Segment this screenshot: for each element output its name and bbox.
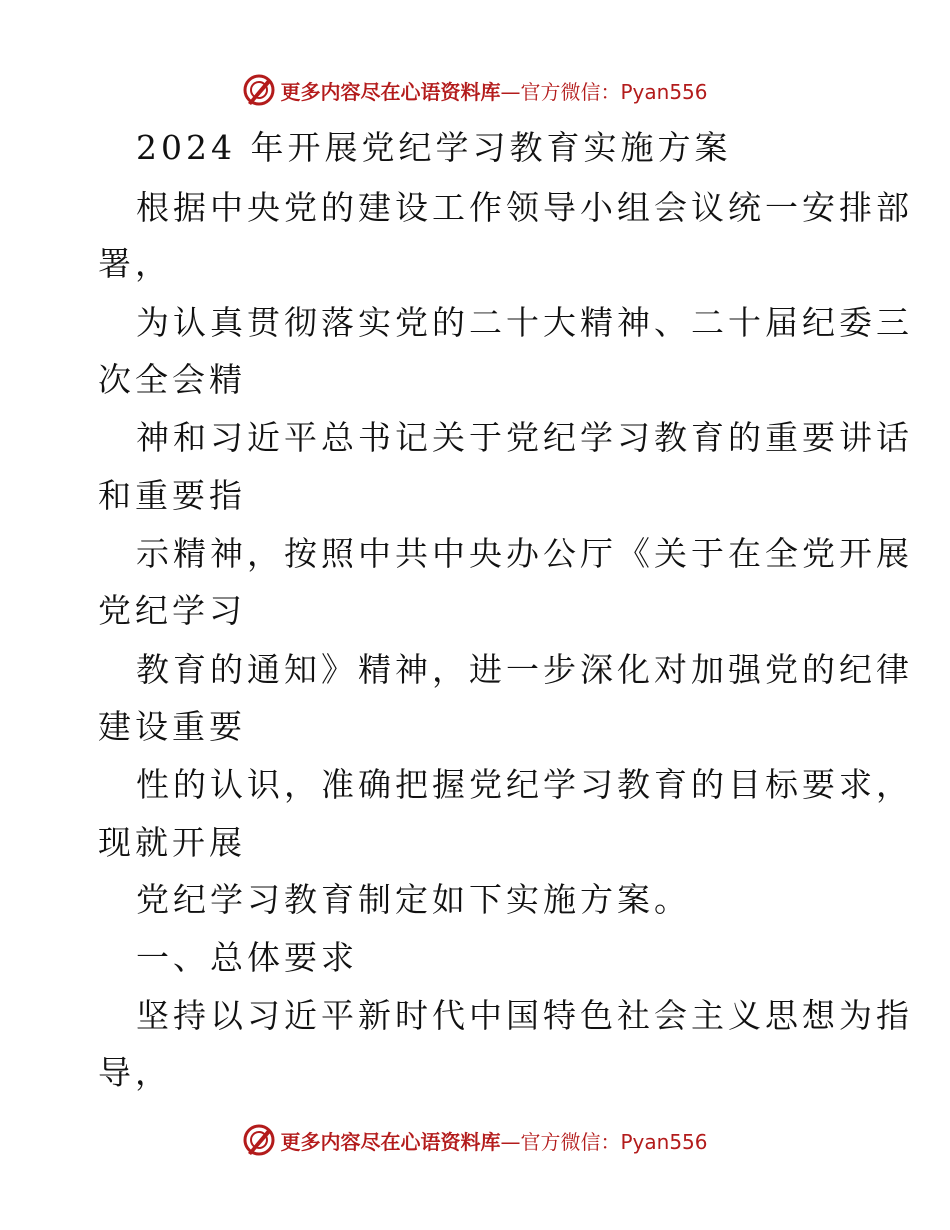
watermark-text [280,1126,707,1155]
paragraph-line: 根据中央党的建设工作领导小组会议统一安排部 [136,188,913,227]
watermark-text [280,76,707,105]
paragraph-line: 坚持以习近平新时代中国特色社会主义思想为指 [136,996,913,1035]
watermark-footer [0,1120,950,1160]
paragraph-line: 次全会精 [98,360,246,399]
paragraph-line: 党纪学习 [98,591,246,630]
paragraph-line: 党纪学习教育制定如下实施方案。 [136,880,691,919]
section-heading: 一、总体要求 [136,938,358,977]
paragraph-line: 署， [98,244,172,283]
paragraph-line: 现就开展 [98,823,246,862]
watermark-wechat-label: —官方微信： [500,1129,621,1154]
watermark-brand: 更多内容尽在心语资料库 [280,1129,501,1154]
paragraph-line: 建设重要 [98,707,246,746]
watermark-header [0,70,950,110]
paragraph-line: 性的认识，准确把握党纪学习教育的目标要求， [136,765,913,804]
paragraph-line: 导， [98,1053,172,1092]
paragraph-line: 神和习近平总书记关于党纪学习教育的重要讲话 [136,418,913,457]
paragraph-line: 示精神，按照中共中央办公厅《关于在全党开展 [136,534,913,573]
pen-circle-logo-icon [242,1123,276,1157]
watermark-brand: 更多内容尽在心语资料库 [280,79,501,104]
watermark-wechat-id: Pyan556 [620,1129,708,1154]
pen-circle-logo-icon [242,73,276,107]
watermark-wechat-label: —官方微信： [500,79,621,104]
paragraph-line: 和重要指 [98,476,246,515]
watermark-wechat-id: Pyan556 [620,79,708,104]
document-title: 2024 年开展党纪学习教育实施方案 [136,128,732,167]
paragraph-line: 教育的通知》精神，进一步深化对加强党的纪律 [136,650,913,689]
paragraph-line: 为认真贯彻落实党的二十大精神、二十届纪委三 [136,303,913,342]
